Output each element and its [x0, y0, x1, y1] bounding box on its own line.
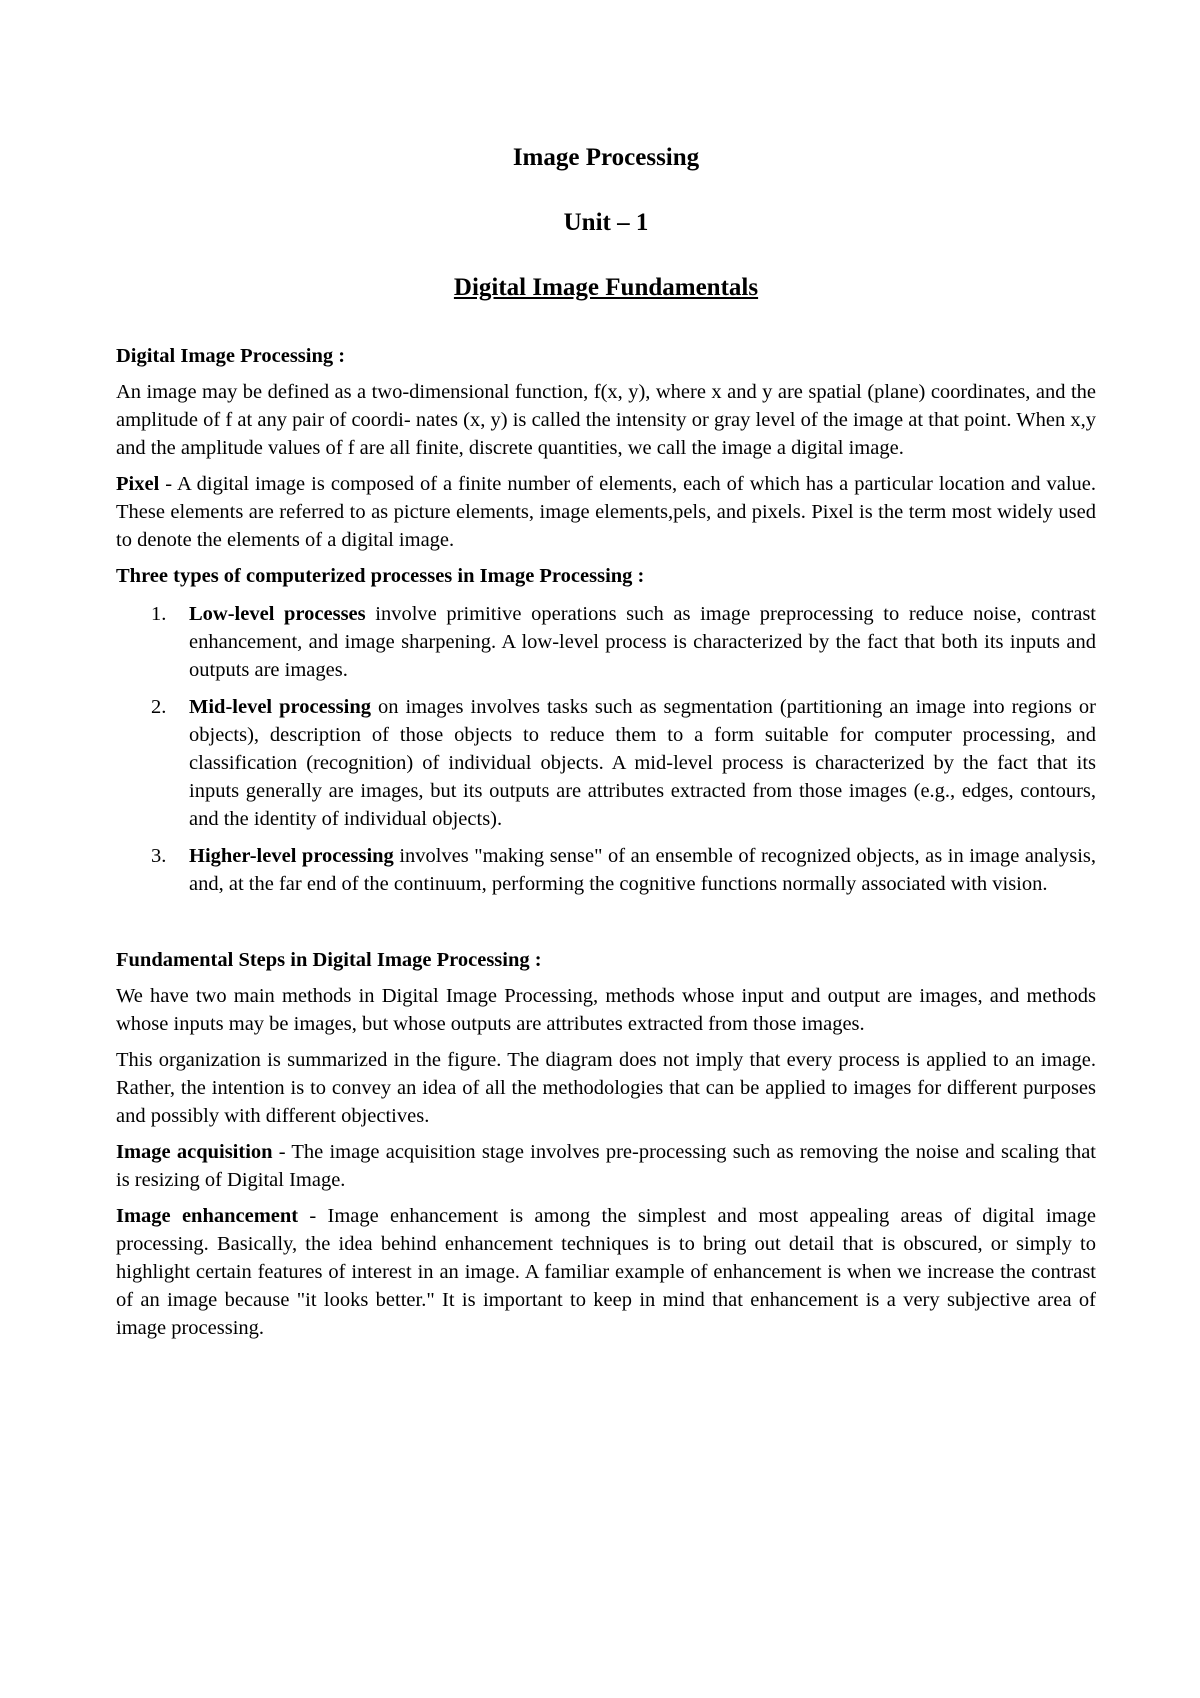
- enhancement-paragraph: [116, 1202, 1096, 1342]
- list-term: Low-level processes: [189, 603, 366, 625]
- list-item: [116, 842, 1096, 898]
- fundamental-paragraph-1: We have two main methods in Digital Image Processing, methods whose input and output are images, and methods whose inputs may be images, but whose outputs are attributes extracted from those images.: [116, 985, 1096, 1035]
- acquisition-term: Image acquisition: [116, 1141, 273, 1163]
- fundamental-heading: Fundamental Steps in Digital Image Processing :: [116, 949, 542, 971]
- document-title: Image Processing: [512, 144, 700, 171]
- list-body: involve primitive operations such as image preprocessing to reduce noise, contrast enhancement, and image sharpening. A low-level process is characterized by the fact that both its inputs and outputs are images.: [189, 603, 1096, 681]
- list-number: 2.: [151, 696, 167, 718]
- list-number: 3.: [151, 845, 167, 867]
- acquisition-body: - The image acquisition stage involves pre-processing such as removing the noise and scaling that is resizing of Digital Image.: [116, 1141, 1096, 1191]
- list-number: 1.: [151, 603, 167, 625]
- dip-heading: Digital Image Processing :: [116, 345, 346, 367]
- list-body: on images involves tasks such as segmentation (partitioning an image into regions or objects), description of those objects to reduce them to a form suitable for computer processing, and classification (recognition) of individual objects. A mid-level process is characterized by the fact that its inputs generally are images, but its outputs are attributes extracted from those images (e.g., edges, contours, and the identity of individual objects).: [189, 696, 1096, 830]
- acquisition-paragraph: [116, 1138, 1096, 1194]
- three-types-heading: Three types of computerized processes in Image Processing :: [116, 565, 645, 587]
- chapter-title: Digital Image Fundamentals: [453, 274, 759, 301]
- pixel-term: Pixel: [116, 473, 160, 495]
- list-body: involves "making sense" of an ensemble of recognized objects, as in image analysis, and, at the far end of the continuum, performing the cognitive functions normally associated with vision.: [189, 845, 1096, 895]
- list-term: Mid-level processing: [189, 696, 371, 718]
- enhancement-body: - Image enhancement is among the simplest and most appealing areas of digital image processing. Basically, the idea behind enhancement techniques is to bring out detail that is obscured, or simply to highlight certain features of interest in an image. A familiar example of enhancement is when we increase the contrast of an image because "it looks better." It is important to keep in mind that enhancement is a very subjective area of image processing.: [116, 1205, 1096, 1339]
- enhancement-term: Image enhancement: [116, 1205, 299, 1227]
- page-content: [116, 142, 1096, 1342]
- fundamental-paragraph-2: This organization is summarized in the figure. The diagram does not imply that every process is applied to an image. Rather, the intention is to convey an idea of all the methodologies that can be applied to images for different purposes and possibly with different objectives.: [116, 1049, 1096, 1127]
- pixel-body: - A digital image is composed of a finite number of elements, each of which has a particular location and value. These elements are referred to as picture elements, image elements,pels, and pixels. Pixel is the term most widely used to denote the elements of a digital image.: [116, 473, 1096, 551]
- list-item: [116, 693, 1096, 833]
- process-list: [116, 600, 1096, 898]
- pixel-paragraph: [116, 470, 1096, 554]
- list-item: [116, 600, 1096, 684]
- unit-title: Unit – 1: [563, 209, 649, 236]
- list-term: Higher-level processing: [189, 845, 394, 867]
- dip-paragraph: An image may be defined as a two-dimensional function, f(x, y), where x and y are spatial (plane) coordinates, and the amplitude of f at any pair of coordi- nates (x, y) is called the intensity or gray level of the image at that point. When x,y and the amplitude values of f are all finite, discrete quantities, we call the image a digital image.: [116, 381, 1096, 459]
